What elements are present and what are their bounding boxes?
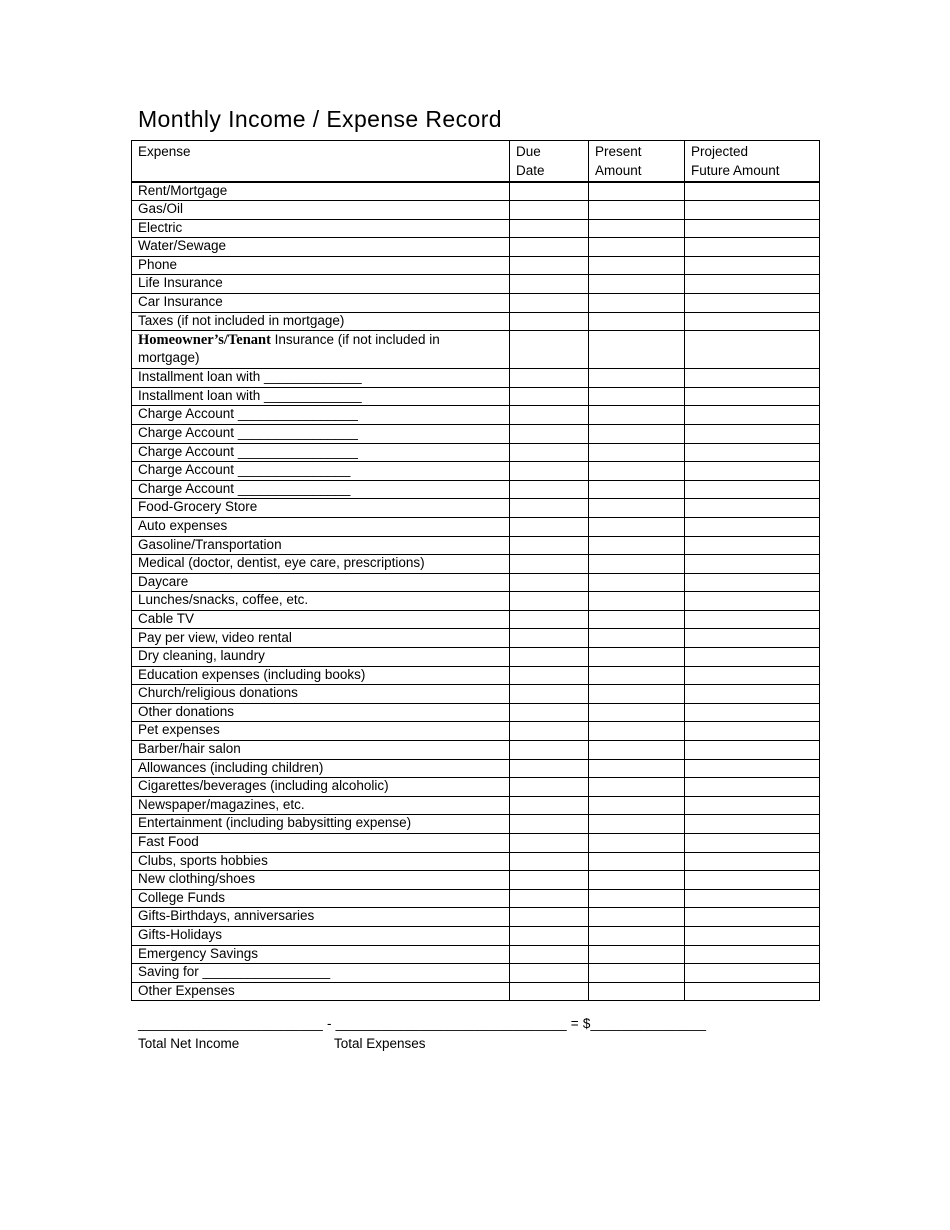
expense-label: Cigarettes/beverages (including alcoholic) bbox=[132, 778, 510, 797]
present-amount-cell bbox=[589, 369, 685, 388]
projected-future-amount-cell bbox=[685, 908, 820, 927]
expense-label: Entertainment (including babysitting expense) bbox=[132, 815, 510, 834]
projected-future-amount-cell bbox=[685, 536, 820, 555]
present-amount-cell bbox=[589, 722, 685, 741]
projected-future-amount-cell bbox=[685, 369, 820, 388]
due-date-cell bbox=[510, 759, 589, 778]
projected-future-amount-cell bbox=[685, 555, 820, 574]
table-row bbox=[132, 424, 820, 443]
totals-footer bbox=[138, 1014, 706, 1053]
due-date-cell bbox=[510, 256, 589, 275]
present-amount-cell bbox=[589, 406, 685, 425]
expense-label: Taxes (if not included in mortgage) bbox=[132, 312, 510, 331]
present-amount-cell bbox=[589, 703, 685, 722]
present-amount-cell bbox=[589, 462, 685, 481]
header-line: Due bbox=[516, 144, 541, 159]
table-row bbox=[132, 889, 820, 908]
due-date-cell bbox=[510, 182, 589, 201]
present-amount-cell bbox=[589, 796, 685, 815]
due-date-cell bbox=[510, 499, 589, 518]
expense-label: Medical (doctor, dentist, eye care, prescriptions) bbox=[132, 555, 510, 574]
due-date-cell bbox=[510, 889, 589, 908]
table-row bbox=[132, 629, 820, 648]
present-amount-cell bbox=[589, 889, 685, 908]
expense-label: Pet expenses bbox=[132, 722, 510, 741]
expense-label: Cable TV bbox=[132, 610, 510, 629]
expense-label: Charge Account ________________ bbox=[132, 406, 510, 425]
column-header-projected-future-amount bbox=[685, 141, 820, 182]
present-amount-cell bbox=[589, 555, 685, 574]
total-net-income-label: Total Net Income bbox=[138, 1036, 240, 1051]
expense-label-bold-prefix: Homeowner’s/Tenant bbox=[138, 332, 271, 349]
table-row bbox=[132, 592, 820, 611]
present-amount-cell bbox=[589, 573, 685, 592]
present-amount-cell bbox=[589, 629, 685, 648]
projected-future-amount-cell bbox=[685, 406, 820, 425]
table-row bbox=[132, 536, 820, 555]
table-row bbox=[132, 443, 820, 462]
table-row bbox=[132, 462, 820, 481]
table-row bbox=[132, 778, 820, 797]
present-amount-cell bbox=[589, 331, 685, 369]
present-amount-cell bbox=[589, 443, 685, 462]
present-amount-cell bbox=[589, 499, 685, 518]
expense-label: Electric bbox=[132, 219, 510, 238]
present-amount-cell bbox=[589, 275, 685, 294]
table-row bbox=[132, 182, 820, 201]
projected-future-amount-cell bbox=[685, 592, 820, 611]
projected-future-amount-cell bbox=[685, 852, 820, 871]
projected-future-amount-cell bbox=[685, 778, 820, 797]
projected-future-amount-cell bbox=[685, 648, 820, 667]
expense-table bbox=[131, 140, 820, 1001]
expense-label: Other donations bbox=[132, 703, 510, 722]
projected-future-amount-cell bbox=[685, 759, 820, 778]
expense-label: Other Expenses bbox=[132, 982, 510, 1001]
table-row bbox=[132, 201, 820, 220]
due-date-cell bbox=[510, 908, 589, 927]
due-date-cell bbox=[510, 201, 589, 220]
table-row bbox=[132, 871, 820, 890]
projected-future-amount-cell bbox=[685, 926, 820, 945]
due-date-cell bbox=[510, 610, 589, 629]
present-amount-cell bbox=[589, 759, 685, 778]
present-amount-cell bbox=[589, 852, 685, 871]
table-row bbox=[132, 275, 820, 294]
expense-label: College Funds bbox=[132, 889, 510, 908]
expense-label: Dry cleaning, laundry bbox=[132, 648, 510, 667]
present-amount-cell bbox=[589, 741, 685, 760]
due-date-cell bbox=[510, 796, 589, 815]
projected-future-amount-cell bbox=[685, 722, 820, 741]
due-date-cell bbox=[510, 964, 589, 983]
expense-label: New clothing/shoes bbox=[132, 871, 510, 890]
expense-label: Gifts-Birthdays, anniversaries bbox=[132, 908, 510, 927]
due-date-cell bbox=[510, 555, 589, 574]
projected-future-amount-cell bbox=[685, 238, 820, 257]
projected-future-amount-cell bbox=[685, 666, 820, 685]
projected-future-amount-cell bbox=[685, 796, 820, 815]
due-date-cell bbox=[510, 387, 589, 406]
due-date-cell bbox=[510, 424, 589, 443]
expense-label: Allowances (including children) bbox=[132, 759, 510, 778]
projected-future-amount-cell bbox=[685, 573, 820, 592]
present-amount-cell bbox=[589, 312, 685, 331]
expense-label: Saving for _________________ bbox=[132, 964, 510, 983]
present-amount-cell bbox=[589, 648, 685, 667]
projected-future-amount-cell bbox=[685, 964, 820, 983]
expense-label: Charge Account ________________ bbox=[132, 424, 510, 443]
expense-label: Charge Account ________________ bbox=[132, 443, 510, 462]
present-amount-cell bbox=[589, 293, 685, 312]
projected-future-amount-cell bbox=[685, 201, 820, 220]
table-row bbox=[132, 312, 820, 331]
table-row bbox=[132, 796, 820, 815]
page-title: Monthly Income / Expense Record bbox=[138, 106, 502, 132]
column-header-due-date bbox=[510, 141, 589, 182]
projected-future-amount-cell bbox=[685, 331, 820, 369]
table-row bbox=[132, 964, 820, 983]
table-row bbox=[132, 387, 820, 406]
header-line: Projected bbox=[691, 144, 749, 159]
table-row bbox=[132, 293, 820, 312]
projected-future-amount-cell bbox=[685, 871, 820, 890]
header-line: Amount bbox=[595, 163, 642, 178]
due-date-cell bbox=[510, 536, 589, 555]
projected-future-amount-cell bbox=[685, 480, 820, 499]
expense-label: Installment loan with _____________ bbox=[132, 387, 510, 406]
expense-label: Daycare bbox=[132, 573, 510, 592]
due-date-cell bbox=[510, 703, 589, 722]
due-date-cell bbox=[510, 722, 589, 741]
due-date-cell bbox=[510, 219, 589, 238]
present-amount-cell bbox=[589, 592, 685, 611]
table-row bbox=[132, 499, 820, 518]
table-row bbox=[132, 945, 820, 964]
expense-label: Gas/Oil bbox=[132, 201, 510, 220]
due-date-cell bbox=[510, 945, 589, 964]
present-amount-cell bbox=[589, 480, 685, 499]
present-amount-cell bbox=[589, 871, 685, 890]
table-row bbox=[132, 982, 820, 1001]
expense-label: Church/religious donations bbox=[132, 685, 510, 704]
table-row bbox=[132, 610, 820, 629]
expense-label: Education expenses (including books) bbox=[132, 666, 510, 685]
present-amount-cell bbox=[589, 424, 685, 443]
table-row bbox=[132, 331, 820, 369]
projected-future-amount-cell bbox=[685, 685, 820, 704]
due-date-cell bbox=[510, 312, 589, 331]
present-amount-cell bbox=[589, 387, 685, 406]
expense-label: Gasoline/Transportation bbox=[132, 536, 510, 555]
due-date-cell bbox=[510, 982, 589, 1001]
present-amount-cell bbox=[589, 201, 685, 220]
present-amount-cell bbox=[589, 536, 685, 555]
present-amount-cell bbox=[589, 238, 685, 257]
expense-label: Charge Account _______________ bbox=[132, 462, 510, 481]
projected-future-amount-cell bbox=[685, 945, 820, 964]
column-header-present-amount bbox=[589, 141, 685, 182]
projected-future-amount-cell bbox=[685, 182, 820, 201]
present-amount-cell bbox=[589, 815, 685, 834]
header-line: Present bbox=[595, 144, 642, 159]
present-amount-cell bbox=[589, 834, 685, 853]
projected-future-amount-cell bbox=[685, 499, 820, 518]
due-date-cell bbox=[510, 517, 589, 536]
present-amount-cell bbox=[589, 685, 685, 704]
projected-future-amount-cell bbox=[685, 443, 820, 462]
expense-label: Barber/hair salon bbox=[132, 741, 510, 760]
projected-future-amount-cell bbox=[685, 982, 820, 1001]
due-date-cell bbox=[510, 834, 589, 853]
due-date-cell bbox=[510, 926, 589, 945]
due-date-cell bbox=[510, 778, 589, 797]
present-amount-cell bbox=[589, 926, 685, 945]
expense-label: Emergency Savings bbox=[132, 945, 510, 964]
due-date-cell bbox=[510, 406, 589, 425]
table-row bbox=[132, 815, 820, 834]
due-date-cell bbox=[510, 871, 589, 890]
due-date-cell bbox=[510, 815, 589, 834]
projected-future-amount-cell bbox=[685, 275, 820, 294]
table-row bbox=[132, 722, 820, 741]
present-amount-cell bbox=[589, 908, 685, 927]
present-amount-cell bbox=[589, 256, 685, 275]
projected-future-amount-cell bbox=[685, 256, 820, 275]
expense-table-body bbox=[132, 182, 820, 1001]
due-date-cell bbox=[510, 462, 589, 481]
expense-label: Car Insurance bbox=[132, 293, 510, 312]
projected-future-amount-cell bbox=[685, 741, 820, 760]
projected-future-amount-cell bbox=[685, 889, 820, 908]
projected-future-amount-cell bbox=[685, 462, 820, 481]
present-amount-cell bbox=[589, 517, 685, 536]
present-amount-cell bbox=[589, 982, 685, 1001]
table-row bbox=[132, 238, 820, 257]
due-date-cell bbox=[510, 238, 589, 257]
projected-future-amount-cell bbox=[685, 424, 820, 443]
projected-future-amount-cell bbox=[685, 815, 820, 834]
expense-label: Rent/Mortgage bbox=[132, 182, 510, 201]
projected-future-amount-cell bbox=[685, 219, 820, 238]
due-date-cell bbox=[510, 275, 589, 294]
table-row bbox=[132, 685, 820, 704]
due-date-cell bbox=[510, 629, 589, 648]
table-row bbox=[132, 369, 820, 388]
table-row bbox=[132, 555, 820, 574]
projected-future-amount-cell bbox=[685, 293, 820, 312]
table-row bbox=[132, 703, 820, 722]
expense-label: Installment loan with _____________ bbox=[132, 369, 510, 388]
table-row bbox=[132, 834, 820, 853]
present-amount-cell bbox=[589, 964, 685, 983]
expense-label: Fast Food bbox=[132, 834, 510, 853]
table-row bbox=[132, 759, 820, 778]
due-date-cell bbox=[510, 852, 589, 871]
table-row bbox=[132, 573, 820, 592]
expense-label: Charge Account _______________ bbox=[132, 480, 510, 499]
table-row bbox=[132, 219, 820, 238]
table-row bbox=[132, 256, 820, 275]
present-amount-cell bbox=[589, 182, 685, 201]
header-line: Date bbox=[516, 163, 545, 178]
expense-label: Gifts-Holidays bbox=[132, 926, 510, 945]
projected-future-amount-cell bbox=[685, 610, 820, 629]
due-date-cell bbox=[510, 369, 589, 388]
table-row bbox=[132, 517, 820, 536]
expense-label: Water/Sewage bbox=[132, 238, 510, 257]
due-date-cell bbox=[510, 666, 589, 685]
due-date-cell bbox=[510, 573, 589, 592]
due-date-cell bbox=[510, 741, 589, 760]
totals-formula-line: ________________________ - ______________________________ = $_______________ bbox=[138, 1016, 707, 1031]
due-date-cell bbox=[510, 331, 589, 369]
table-row bbox=[132, 648, 820, 667]
projected-future-amount-cell bbox=[685, 834, 820, 853]
expense-label: Newspaper/magazines, etc. bbox=[132, 796, 510, 815]
total-expenses-label: Total Expenses bbox=[334, 1036, 426, 1051]
due-date-cell bbox=[510, 648, 589, 667]
table-row bbox=[132, 666, 820, 685]
expense-label: Lunches/snacks, coffee, etc. bbox=[132, 592, 510, 611]
due-date-cell bbox=[510, 685, 589, 704]
table-row bbox=[132, 406, 820, 425]
expense-label: Homeowner’s/Tenant Insurance (if not included in mortgage) bbox=[132, 331, 510, 369]
expense-label: Pay per view, video rental bbox=[132, 629, 510, 648]
header-line: Future Amount bbox=[691, 163, 780, 178]
table-row bbox=[132, 480, 820, 499]
projected-future-amount-cell bbox=[685, 629, 820, 648]
projected-future-amount-cell bbox=[685, 517, 820, 536]
present-amount-cell bbox=[589, 610, 685, 629]
present-amount-cell bbox=[589, 778, 685, 797]
present-amount-cell bbox=[589, 945, 685, 964]
table-row bbox=[132, 852, 820, 871]
due-date-cell bbox=[510, 293, 589, 312]
present-amount-cell bbox=[589, 666, 685, 685]
totals-labels-row bbox=[138, 1035, 706, 1053]
due-date-cell bbox=[510, 443, 589, 462]
table-row bbox=[132, 908, 820, 927]
table-header-row bbox=[132, 141, 820, 182]
expense-label: Clubs, sports hobbies bbox=[132, 852, 510, 871]
projected-future-amount-cell bbox=[685, 703, 820, 722]
projected-future-amount-cell bbox=[685, 312, 820, 331]
due-date-cell bbox=[510, 480, 589, 499]
projected-future-amount-cell bbox=[685, 387, 820, 406]
expense-label: Food-Grocery Store bbox=[132, 499, 510, 518]
table-row bbox=[132, 741, 820, 760]
expense-label: Auto expenses bbox=[132, 517, 510, 536]
expense-label: Life Insurance bbox=[132, 275, 510, 294]
column-header-expense: Expense bbox=[132, 141, 510, 182]
present-amount-cell bbox=[589, 219, 685, 238]
expense-label: Phone bbox=[132, 256, 510, 275]
table-row bbox=[132, 926, 820, 945]
due-date-cell bbox=[510, 592, 589, 611]
